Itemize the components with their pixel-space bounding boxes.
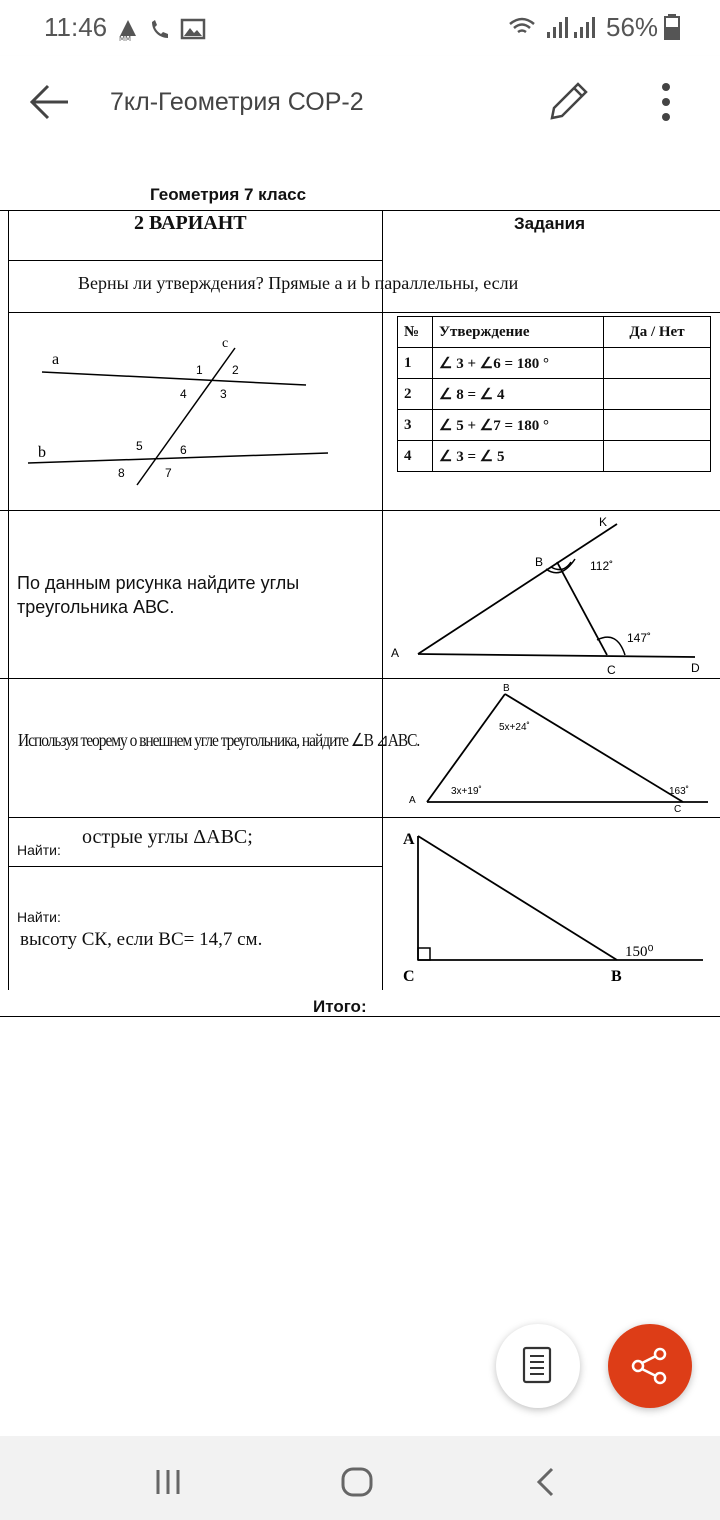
fig1-label-b: b — [38, 444, 46, 461]
table-row — [398, 379, 711, 410]
row-answer-cell — [604, 348, 711, 379]
row-statement: ∠ 8 = ∠ 4 — [433, 379, 604, 410]
row-answer-cell — [604, 410, 711, 441]
arrow-left-icon[interactable] — [28, 82, 72, 122]
fig2-label-D: D — [691, 661, 700, 675]
table-header: Утверждение — [433, 317, 604, 348]
table-header: № — [398, 317, 433, 348]
battery-icon — [664, 14, 680, 40]
fig1-angle-2: 2 — [232, 363, 239, 377]
variant-heading: 2 ВАРИАНТ — [134, 212, 247, 234]
fig1-angle-1: 1 — [196, 363, 203, 377]
more-vert-icon[interactable] — [656, 82, 676, 122]
fig3-label-C: C — [674, 804, 682, 815]
grid-line — [8, 210, 9, 990]
figure-right-triangle — [385, 820, 715, 990]
grid-line — [382, 210, 383, 990]
fig1-label-c: c — [222, 336, 229, 351]
pencil-icon[interactable] — [546, 80, 590, 124]
figure-triangle-abc — [385, 680, 715, 816]
fig1-angle-3: 3 — [220, 387, 227, 401]
grid-line — [8, 866, 382, 867]
share-icon — [630, 1346, 670, 1386]
document-view-button[interactable] — [496, 1324, 580, 1408]
find-text-1: острые углы ΔАВС; — [82, 826, 253, 848]
fig3-angle-A: 3x+19˚ — [451, 786, 482, 797]
row-statement: ∠ 3 = ∠ 5 — [433, 441, 604, 472]
row-answer-cell — [604, 379, 711, 410]
row-number: 4 — [398, 441, 433, 472]
system-nav-bar — [0, 1436, 720, 1520]
status-time: 11:46 — [44, 12, 108, 42]
table-header-row — [398, 317, 711, 348]
grid-line — [8, 817, 720, 818]
fig2-label-K: K — [599, 515, 608, 529]
fig4-label-A: A — [403, 831, 415, 848]
table-row — [398, 348, 711, 379]
fig2-angle-112: 112˚ — [590, 559, 614, 573]
fig3-angle-C: 163˚ — [669, 786, 690, 797]
fig4-angle-150: 150⁰ — [625, 944, 654, 960]
task1-prompt: Верны ли утверждения? Прямые а и b параллельны, если — [78, 273, 519, 293]
signal-wifi-icons — [508, 14, 604, 42]
fig1-angle-5: 5 — [136, 439, 143, 453]
document-title: 7кл-Геометрия СОР-2 — [110, 88, 364, 116]
fig1-angle-7: 7 — [165, 466, 172, 480]
find-text-2: высоту СК, если ВС= 14,7 см. — [20, 929, 263, 950]
status-notification-icons — [116, 14, 212, 42]
fig1-label-a: a — [52, 351, 60, 368]
fig1-angle-6: 6 — [180, 443, 187, 457]
fig4-label-C: C — [403, 968, 415, 985]
fig3-angle-B: 5x+24˚ — [499, 722, 530, 733]
row-statement: ∠ 3 + ∠6 = 180 ° — [433, 348, 604, 379]
battery-percent: 56% — [606, 12, 659, 42]
grid-line — [8, 260, 382, 261]
table-row — [398, 441, 711, 472]
grid-line — [0, 510, 720, 511]
grid-line — [0, 210, 720, 211]
row-answer-cell — [604, 441, 711, 472]
recent-apps-icon[interactable] — [154, 1468, 184, 1496]
find-label-2: Найти: — [17, 909, 61, 925]
svg-text:MM: MM — [119, 35, 132, 42]
fig2-label-C: C — [607, 663, 616, 676]
status-bar — [0, 0, 720, 56]
document-icon — [522, 1346, 554, 1386]
fig2-angle-147: 147˚ — [627, 631, 652, 645]
figure-parallel-lines — [20, 330, 340, 500]
figure-triangle-exterior — [385, 512, 715, 676]
table-row — [398, 410, 711, 441]
row-number: 2 — [398, 379, 433, 410]
task2-line2: треугольника АВС. — [17, 597, 175, 617]
table-header: Да / Нет — [604, 317, 711, 348]
fig2-label-A: A — [391, 646, 400, 660]
task2-line1: По данным рисунка найдите углы — [17, 573, 300, 593]
task3-text: Используя теорему о внешнем угле треугольника, найдите ∠В ⊿АВС. — [18, 730, 420, 750]
statements-table — [397, 316, 711, 472]
grid-line — [0, 678, 720, 679]
doc-title: Геометрия 7 класс — [150, 185, 307, 204]
fig3-label-A: A — [409, 795, 416, 806]
fig1-angle-8: 8 — [118, 466, 125, 480]
fig3-label-B: B — [503, 683, 510, 694]
total-label: Итого: — [313, 997, 367, 1016]
fig4-label-B: B — [611, 968, 622, 985]
row-number: 3 — [398, 410, 433, 441]
tasks-heading: Задания — [514, 214, 585, 233]
back-nav-icon[interactable] — [534, 1466, 556, 1498]
share-button[interactable] — [608, 1324, 692, 1408]
home-icon[interactable] — [340, 1466, 374, 1498]
find-label-1: Найти: — [17, 842, 61, 858]
grid-line — [8, 312, 720, 313]
row-statement: ∠ 5 + ∠7 = 180 ° — [433, 410, 604, 441]
row-number: 1 — [398, 348, 433, 379]
fig1-angle-4: 4 — [180, 387, 187, 401]
fig2-label-B: B — [535, 555, 544, 569]
